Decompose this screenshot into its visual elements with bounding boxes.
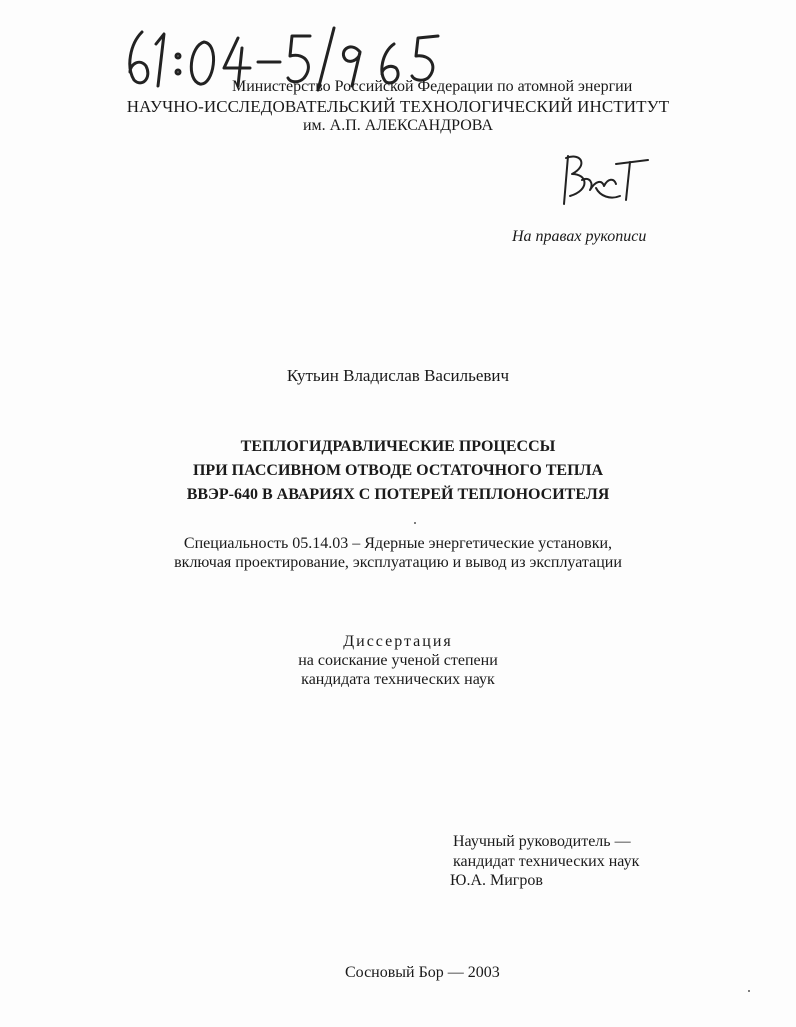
scan-speck (748, 990, 750, 992)
ministry-line: Министерство Российской Федерации по атомной энергии (232, 78, 633, 95)
title-line-3: ВВЭР-640 В АВАРИЯХ С ПОТЕРЕЙ ТЕПЛОНОСИТЕЛЯ (186, 486, 610, 503)
supervisor-name: Ю.А. Мигров (450, 872, 543, 889)
scan-speck (414, 522, 416, 524)
specialty-line-2: включая проектирование, эксплуатацию и вывод из эксплуатации (174, 554, 622, 571)
degree-line-1: на соискание ученой степени (298, 652, 498, 669)
supervisor-degree: кандидат технических наук (453, 853, 640, 870)
degree-line-2: кандидата технических наук (301, 671, 495, 688)
institute-line: НАУЧНО-ИССЛЕДОВАТЕЛЬСКИЙ ТЕХНОЛОГИЧЕСКИЙ ИНСТИТУТ (126, 97, 670, 116)
supervisor-role: Научный руководитель — (453, 833, 631, 850)
rights-notice: На правах рукописи (512, 228, 647, 245)
title-line-1: ТЕПЛОГИДРАВЛИЧЕСКИЕ ПРОЦЕССЫ (240, 438, 556, 455)
place-and-year: Сосновый Бор — 2003 (345, 964, 500, 981)
institute-name-line: им. А.П. АЛЕКСАНДРОВА (302, 117, 493, 134)
specialty-line-1: Специальность 05.14.03 – Ядерные энергетические установки, (183, 535, 613, 552)
work-type-label: Диссертация (343, 633, 453, 650)
author-name: Кутьин Владислав Васильевич (286, 366, 510, 385)
signature (560, 150, 655, 210)
title-line-2: ПРИ ПАССИВНОМ ОТВОДЕ ОСТАТОЧНОГО ТЕПЛА (192, 462, 604, 479)
